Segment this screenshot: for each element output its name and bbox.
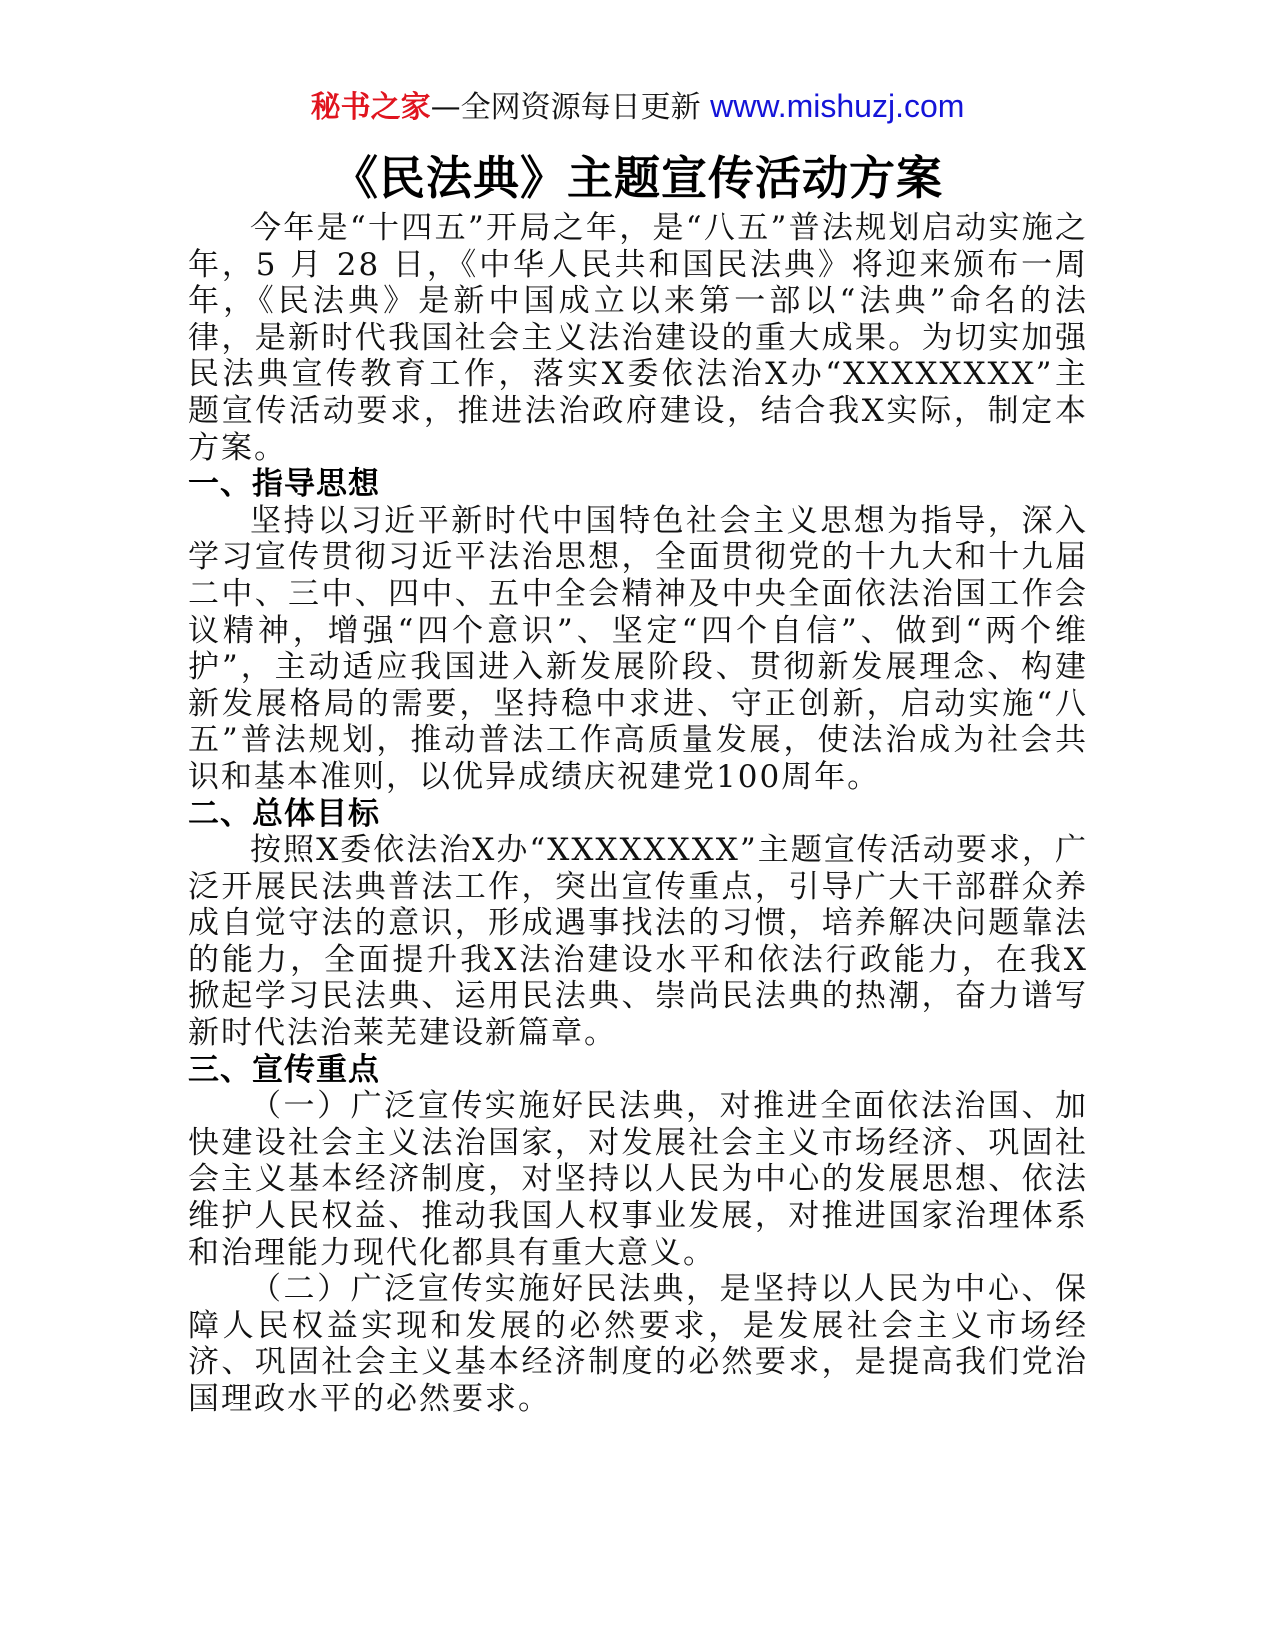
site-url-link[interactable]: www.mishuzj.com	[710, 88, 965, 124]
brand-name: 秘书之家	[310, 90, 431, 125]
document-body	[188, 210, 1088, 1418]
guiding-ideology-paragraph: 坚持以习近平新时代中国特色社会主义思想为指导，深入学习宣传贯彻习近平法治思想，全面贯彻党的十九大和十九届二中、三中、四中、五中全会精神及中央全面依法治国工作会议精神，增强“四个意识”、坚定“四个自信”、做到“两个维护”，主动适应我国进入新发展阶段、贯彻新发展理念、构建新发展格局的需要，坚持稳中求进、守正创新，启动实施“八五”普法规划，推动普法工作高质量发展，使法治成为社会共识和基本准则，以优异成绩庆祝建党100周年。	[188, 502, 1088, 795]
publicity-focus-paragraph-2: （二）广泛宣传实施好民法典，是坚持以人民为中心、保障人民权益实现和发展的必然要求，是发展社会主义市场经济、巩固社会主义基本经济制度的必然要求，是提高我们党治国理政水平的必然要求。	[188, 1271, 1088, 1417]
publicity-focus-paragraph-1: （一）广泛宣传实施好民法典，对推进全面依法治国、加快建设社会主义法治国家，对发展社会主义市场经济、巩固社会主义基本经济制度，对坚持以人民为中心的发展思想、依法维护人民权益、推动我国人权事业发展，对推进国家治理体系和治理能力现代化都具有重大意义。	[188, 1088, 1088, 1271]
header-tagline: —全网资源每日更新	[430, 90, 711, 125]
document-title: 《民法典》主题宣传活动方案	[332, 151, 943, 205]
site-header	[0, 86, 1275, 128]
intro-paragraph: 今年是“十四五”开局之年，是“八五”普法规划启动实施之年，5 月 28 日，《中华人民共和国民法典》将迎来颁布一周年，《民法典》是新中国成立以来第一部以“法典”命名的法律，是新时代我国社会主义法治建设的重大成果。为切实加强民法典宣传教育工作，落实X委依法治X办“XXXXXXXX”主题宣传活动要求，推进法治政府建设，结合我X实际，制定本方案。	[188, 210, 1088, 466]
section-heading-publicity-focus: 三、宣传重点	[188, 1051, 380, 1088]
overall-goal-paragraph: 按照X委依法治X办“XXXXXXXX”主题宣传活动要求，广泛开展民法典普法工作，突出宣传重点，引导广大干部群众养成自觉守法的意识，形成遇事找法的习惯，培养解决问题靠法的能力，全面提升我X法治建设水平和依法行政能力，在我X掀起学习民法典、运用民法典、崇尚民法典的热潮，奋力谱写新时代法治莱芜建设新篇章。	[188, 832, 1088, 1052]
section-heading-overall-goal: 二、总体目标	[188, 795, 380, 832]
section-heading-guiding-ideology: 一、指导思想	[188, 466, 380, 503]
